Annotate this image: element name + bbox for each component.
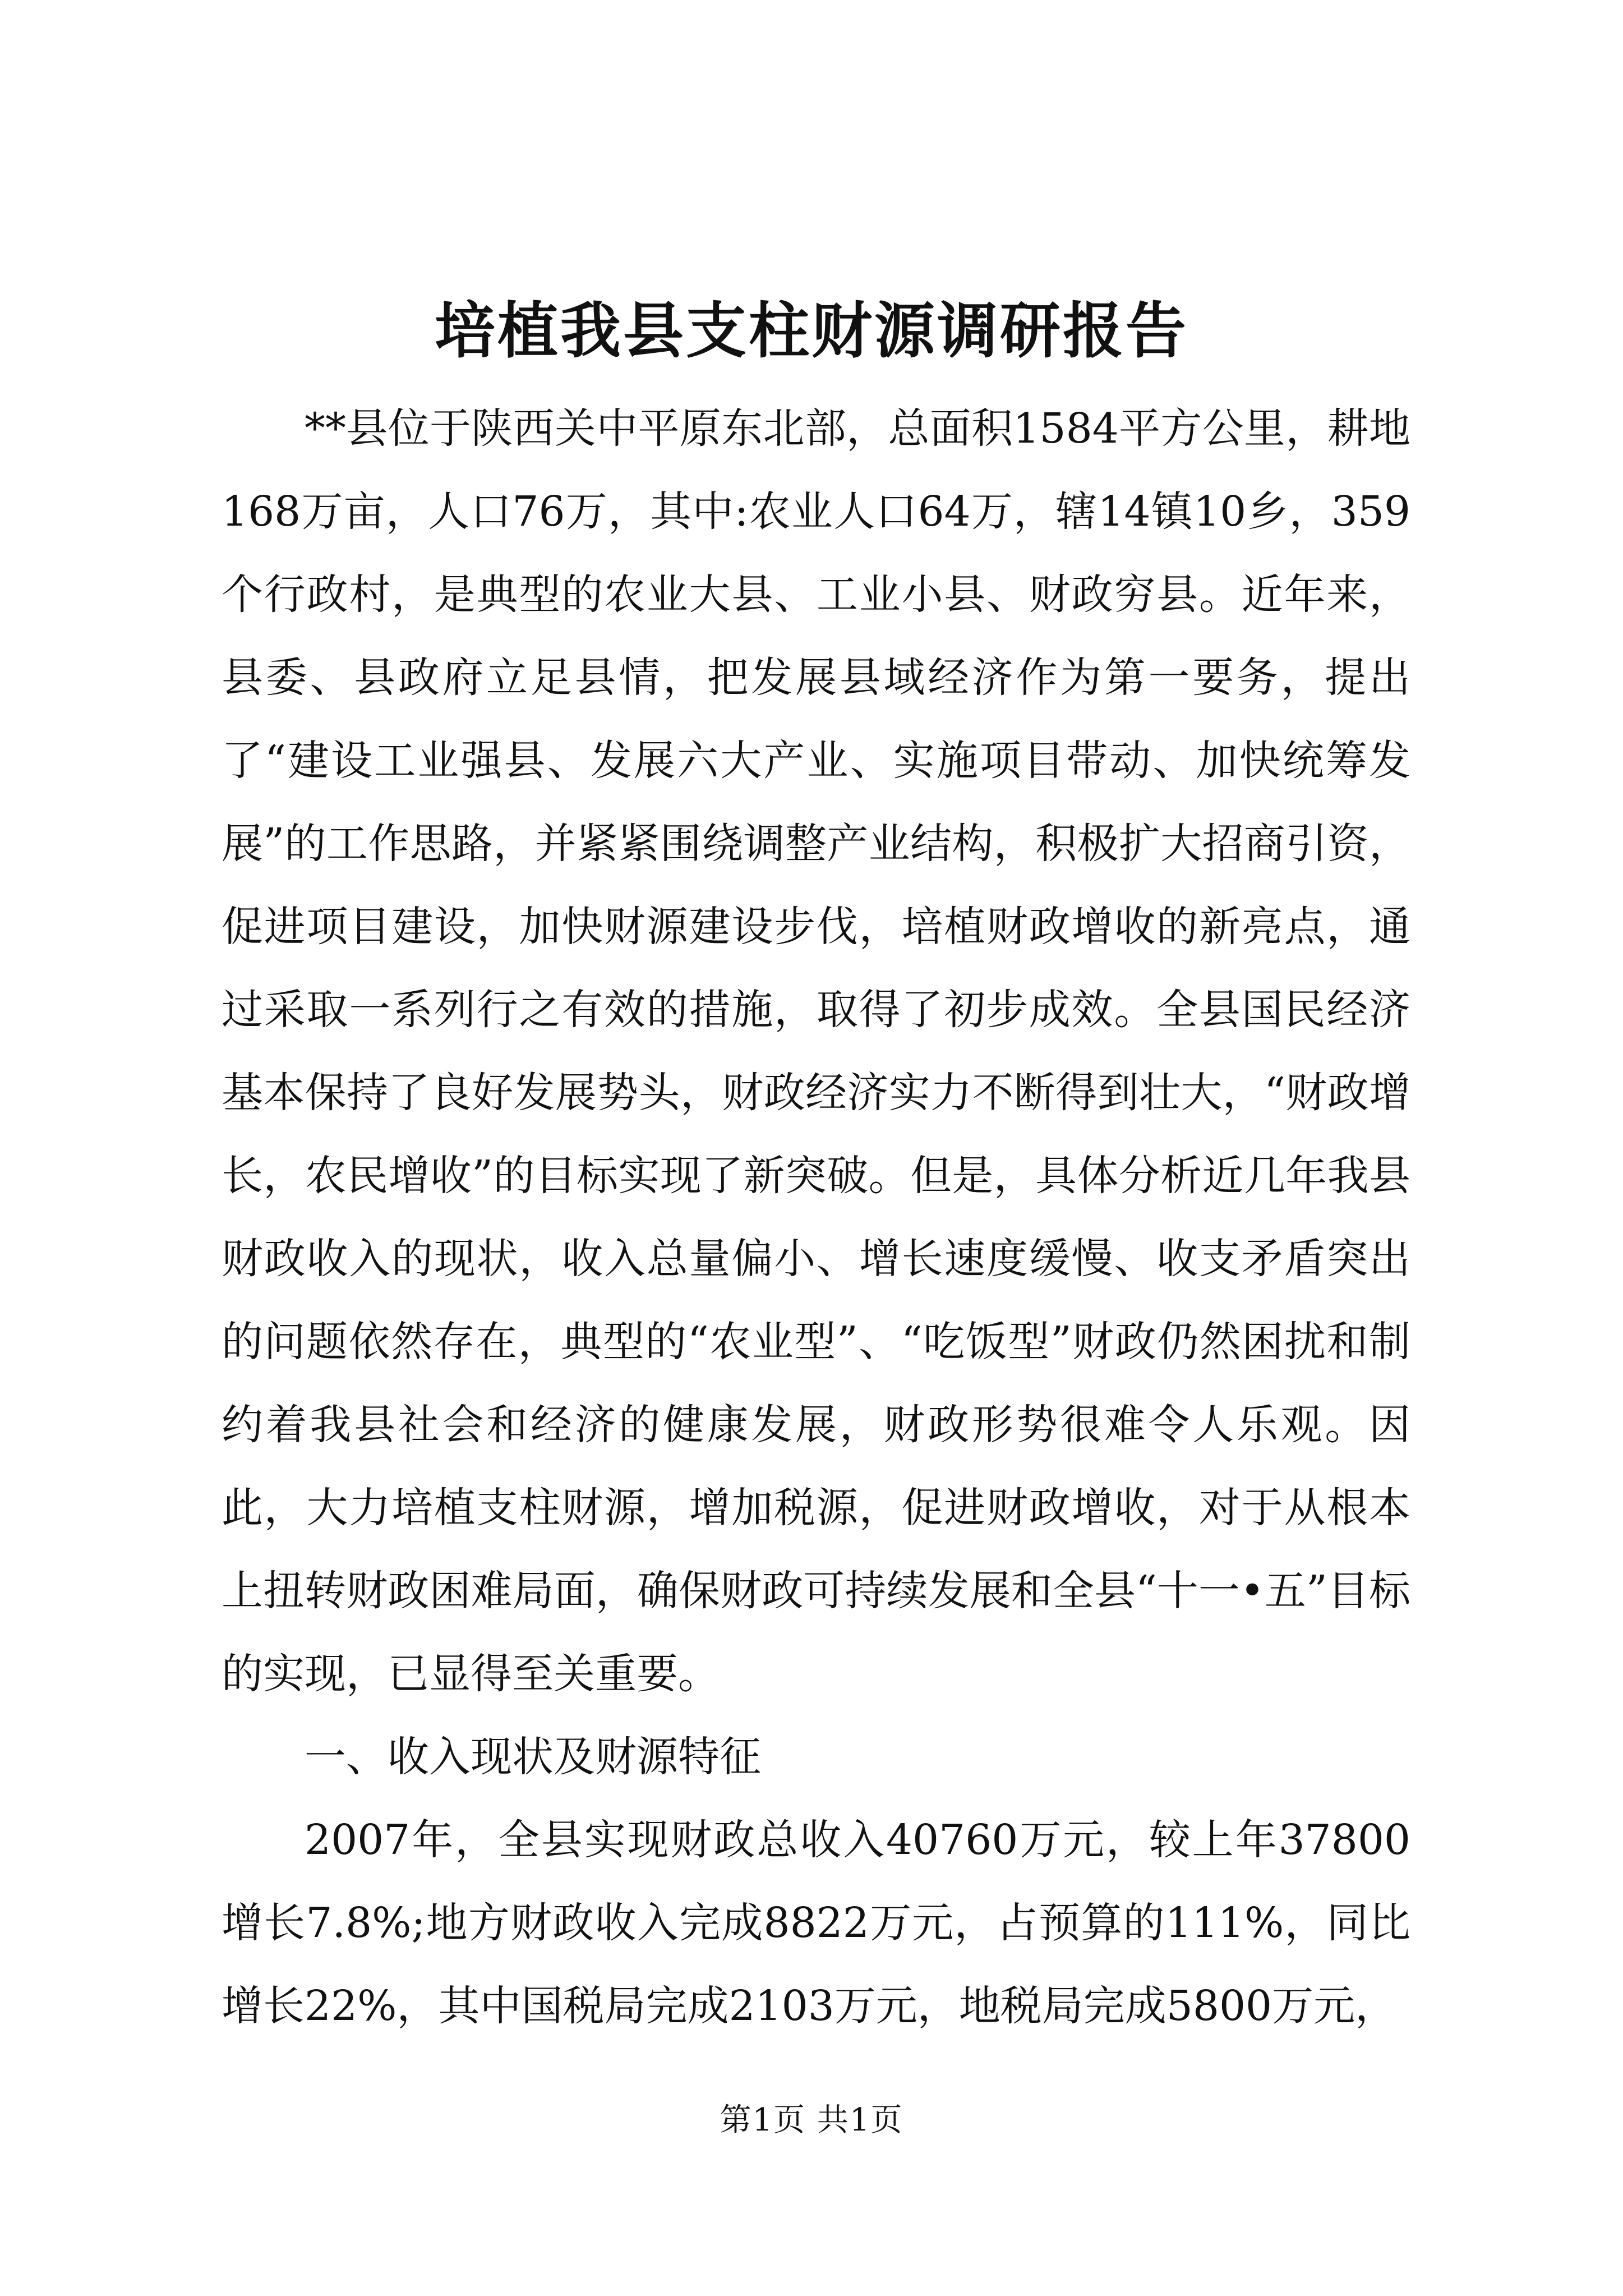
page-footer: 第1页 共1页	[720, 2102, 903, 2138]
section-heading: 一、收入现状及财源特征	[305, 1733, 761, 1781]
paragraph-revenue: 2007年，全县实现财政总收入40760万元，较上年37800增长7.8%;地方财政收入完成8822万元，占预算的111%，同比增长22%，其中国税局完成2103万元，地税局完成5800万元，	[222, 1816, 1410, 2030]
paragraph-intro: **县位于陕西关中平原东北部，总面积1584平方公里，耕地168万亩，人口76万，其中:农业人口64万，辖14镇10乡，359个行政村，是典型的农业大县、工业小县、财政穷县。近年来，县委、县政府立足县情，把发展县域经济作为第一要务，提出了“建设工业强县、发展六大产业、实施项目带动、加快统筹发展”的工作思路，并紧紧围绕调整产业结构，积极扩大招商引资，促进项目建设，加快财源建设步伐，培植财政增收的新亮点，通过采取一系列行之有效的措施，取得了初步成效。全县国民经济基本保持了良好发展势头，财政经济实力不断得到壮大，“财政增长，农民增收”的目标实现了新突破。但是，具体分析近几年我县财政收入的现状，收入总量偏小、增长速度缓慢、收支矛盾突出的问题依然存在，典型的“农业型”、“吃饭型”财政仍然困扰和制约着我县社会和经济的健康发展，财政形势很难令人乐观。因此，大力培植支柱财源，增加税源，促进财政增收，对于从根本上扭转财政困难局面，确保财政可持续发展和全县“十一•五”目标的实现，已显得至关重要。	[222, 404, 1410, 1698]
document-title: 培植我县支柱财源调研报告	[434, 296, 1188, 366]
document-body	[222, 387, 1410, 2047]
